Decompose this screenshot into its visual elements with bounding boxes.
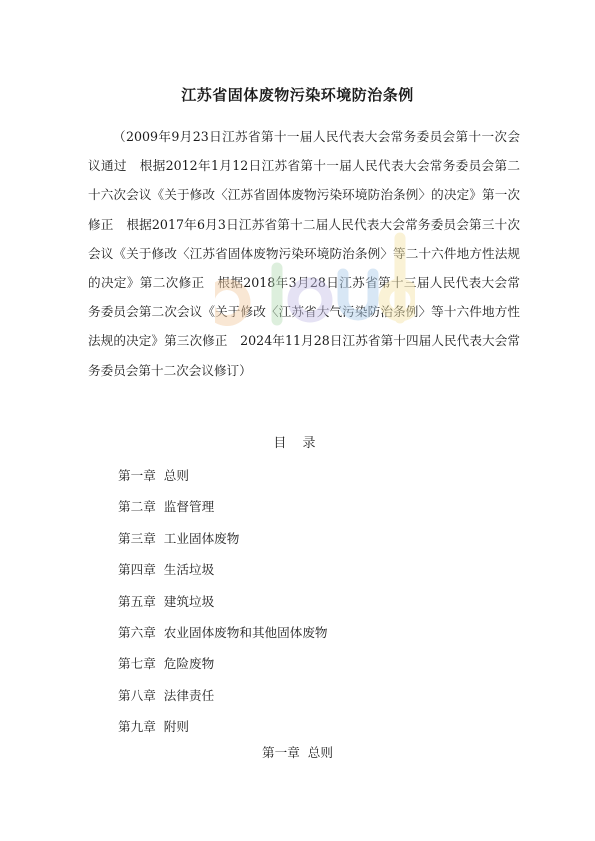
toc-item bbox=[118, 586, 328, 617]
document-title: 江苏省固体废物污染环境防治条例 bbox=[181, 86, 414, 104]
toc-chapter-number: 第四章 bbox=[118, 562, 156, 578]
toc-chapter-number: 第八章 bbox=[118, 687, 156, 703]
toc-chapter-name: 监督管理 bbox=[163, 499, 215, 515]
toc-item bbox=[118, 711, 328, 742]
chapter-number: 第一章 bbox=[262, 745, 300, 760]
toc-chapter-name: 生活垃圾 bbox=[163, 562, 215, 578]
table-of-contents bbox=[118, 460, 328, 743]
toc-chapter-name: 附则 bbox=[163, 719, 189, 735]
table-of-contents-title: 目 录 bbox=[273, 436, 322, 451]
toc-chapter-name: 法律责任 bbox=[163, 687, 215, 703]
legislative-history-preamble: （2009年9月23日江苏省第十一届人民代表大会常务委员会第十一次会议通过 根据2012年1月12日江苏省第十一届人民代表大会常务委员会第二十六次会议《关于修改〈江苏省固体废物污染环境防治条例〉的决定》第一次修正 根据2017年6月3日江苏省第十二届人民代表大会常务委员会第三十次会议《关于修改〈江苏省固体废物污染环境防治条例〉等二十六件地方性法规的决定》第二次修正 根据2018年3月28日江苏省第十三届人民代表大会常务委员会第二次会议《关于修改〈江苏省大气污染防治条例〉等十六件地方性法规的决定》第三次修正 2024年11月28日江苏省第十四届人民代表大会常务委员会第十二次会议修订） bbox=[88, 129, 520, 378]
toc-item bbox=[118, 523, 328, 554]
toc-chapter-name: 建筑垃圾 bbox=[163, 593, 215, 609]
toc-item bbox=[118, 491, 328, 522]
toc-chapter-number: 第一章 bbox=[118, 468, 156, 483]
toc-chapter-name: 工业固体废物 bbox=[163, 530, 240, 546]
toc-chapter-number: 第五章 bbox=[118, 593, 156, 609]
toc-item bbox=[118, 680, 328, 711]
toc-chapter-name: 农业固体废物和其他固体废物 bbox=[163, 624, 328, 640]
chapter-one-heading bbox=[0, 742, 595, 761]
toc-item bbox=[118, 460, 328, 491]
toc-chapter-number: 第九章 bbox=[118, 719, 156, 735]
toc-item bbox=[118, 554, 328, 585]
toc-chapter-name: 危险废物 bbox=[163, 656, 215, 672]
toc-chapter-name: 总则 bbox=[163, 468, 189, 483]
toc-chapter-number: 第三章 bbox=[118, 530, 156, 546]
toc-chapter-number: 第二章 bbox=[118, 499, 156, 515]
toc-chapter-number: 第六章 bbox=[118, 624, 156, 640]
toc-item bbox=[118, 648, 328, 679]
chapter-name: 总则 bbox=[307, 745, 333, 760]
toc-item bbox=[118, 617, 328, 648]
toc-chapter-number: 第七章 bbox=[118, 656, 156, 672]
